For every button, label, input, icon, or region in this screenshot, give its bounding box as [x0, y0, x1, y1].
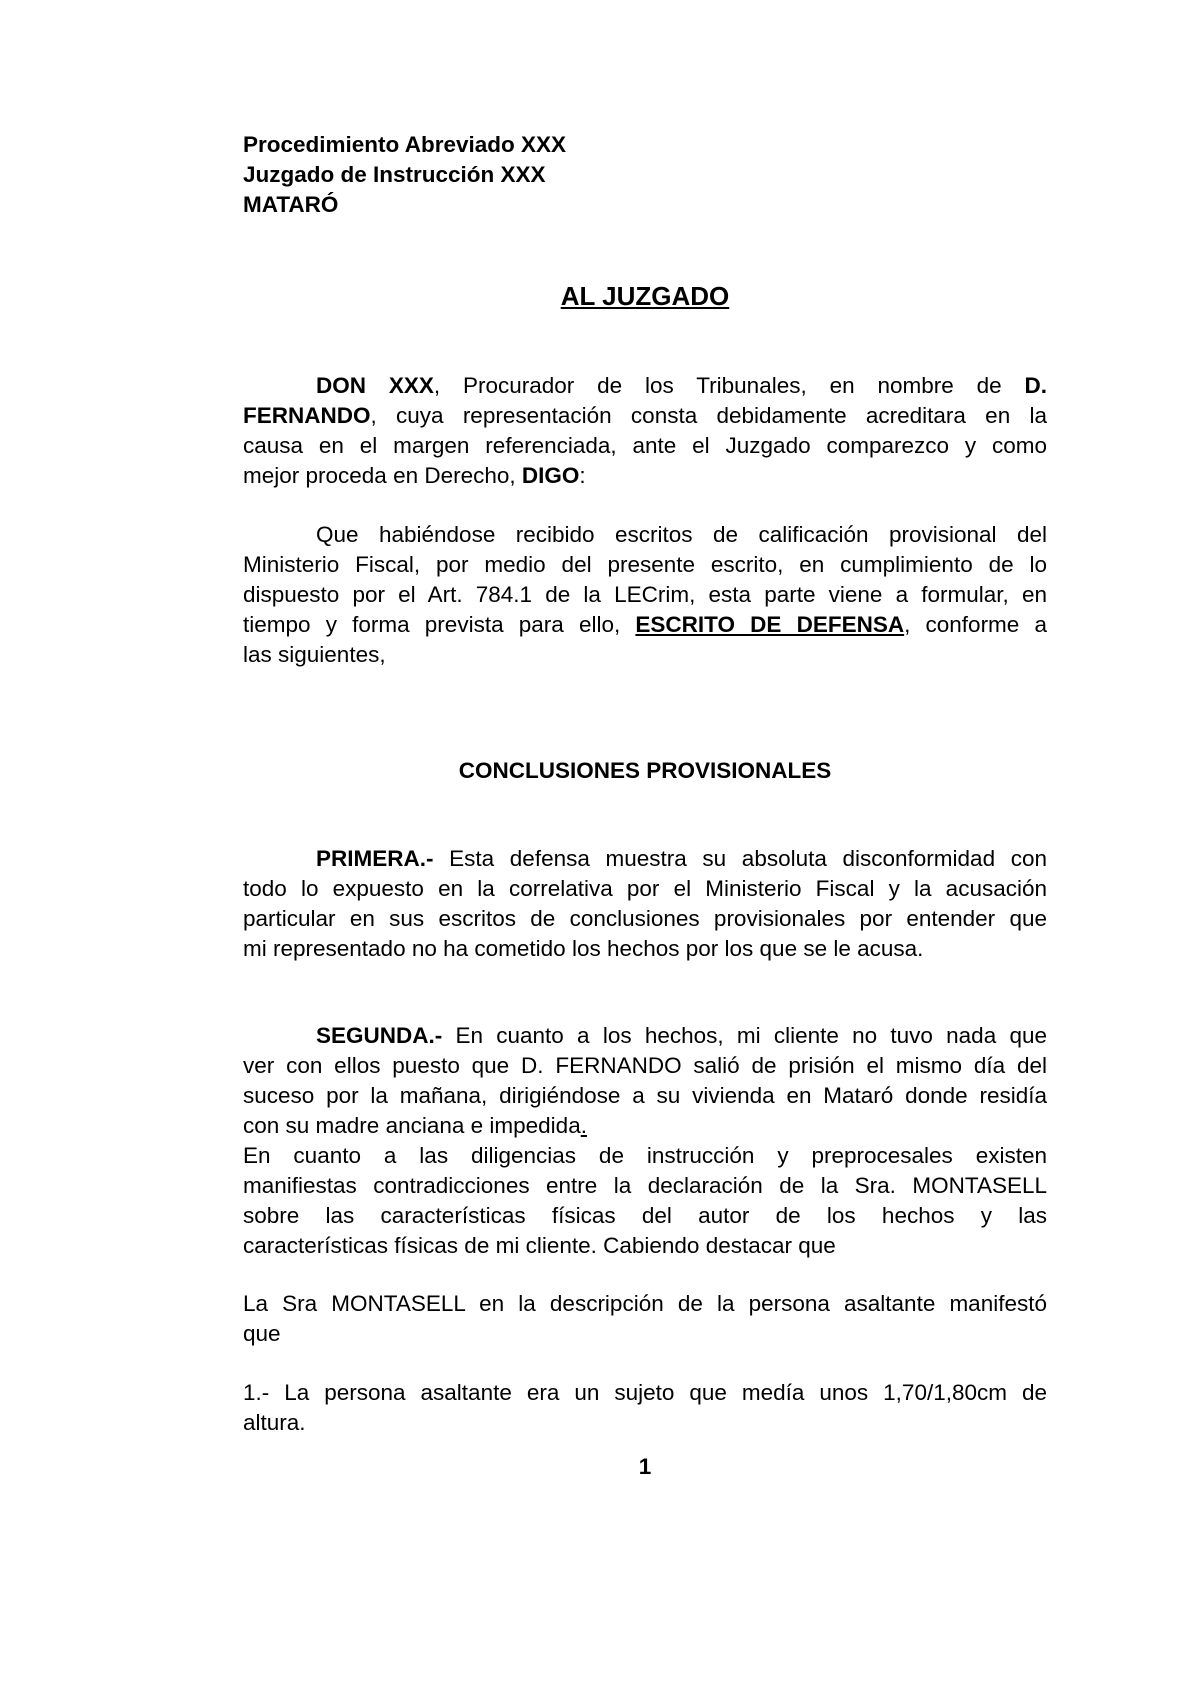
primera-line-4: mi representado no ha cometido los hechos por los que se le acusa.	[243, 936, 924, 961]
que-line-5: las siguientes,	[243, 642, 386, 667]
primera-text: Esta defensa muestra su absoluta disconformidad con	[433, 846, 1047, 871]
segunda-text: En cuanto a los hechos, mi cliente no tuvo nada que	[442, 1023, 1047, 1048]
item-1-line-1: 1.- La persona asaltante era un sujeto que medía unos 1,70/1,80cm de	[243, 1380, 1047, 1405]
client-name: FERNANDO	[243, 403, 371, 428]
procurador-name: DON XXX	[316, 373, 434, 398]
client-initial: D.	[1024, 373, 1047, 398]
segunda-line-5: En cuanto a las diligencias de instrucción y preprocesales existen	[243, 1143, 1047, 1168]
que-text: tiempo y forma prevista para ello,	[243, 612, 636, 637]
primera-line-2: todo lo expuesto en la correlativa por el Ministerio Fiscal y la acusación	[243, 876, 1047, 901]
segunda-line-3: suceso por la mañana, dirigiéndose a su vivienda en Mataró donde residía	[243, 1083, 1047, 1108]
montasell-line-2: que	[243, 1321, 281, 1346]
montasell-line-1: La Sra MONTASELL en la descripción de la persona asaltante manifestó	[243, 1291, 1047, 1316]
digo-keyword: DIGO	[521, 463, 580, 488]
primera-line-3: particular en sus escritos de conclusiones provisionales por entender que	[243, 906, 1047, 931]
segunda-line-1	[243, 1020, 1047, 1052]
intro-text: mejor proceda en Derecho,	[243, 463, 522, 488]
escrito-defensa: ESCRITO DE DEFENSA	[635, 612, 905, 637]
segunda-line-8: características físicas de mi cliente. Cabiendo destacar que	[243, 1233, 836, 1258]
intro-line-4	[243, 460, 586, 492]
que-line-4	[243, 609, 1047, 641]
primera-line-1	[243, 843, 1047, 875]
header-court: Juzgado de Instrucción XXX	[243, 162, 546, 187]
intro-text: :	[579, 463, 586, 488]
segunda-line-6: manifiestas contradicciones entre la declaración de la Sra. MONTASELL	[243, 1173, 1047, 1198]
intro-line-3: causa en el margen referenciada, ante el Juzgado comparezco y como	[243, 433, 1047, 458]
segunda-line-7: sobre las características físicas del autor de los hechos y las	[243, 1203, 1047, 1228]
que-line-1: Que habiéndose recibido escritos de calificación provisional del	[316, 522, 1047, 547]
que-line-3: dispuesto por el Art. 784.1 de la LECrim, esta parte viene a formular, en	[243, 582, 1047, 607]
primera-label: PRIMERA.-	[316, 846, 434, 871]
intro-line-1	[243, 370, 1047, 402]
segunda-line-4	[243, 1110, 587, 1142]
segunda-line-2: ver con ellos puesto que D. FERNANDO salió de prisión el mismo día del	[243, 1053, 1047, 1078]
section-title: CONCLUSIONES PROVISIONALES	[458, 758, 832, 783]
intro-text: , cuya representación consta debidamente acreditara en la	[370, 403, 1047, 428]
page-number: 1	[638, 1454, 652, 1479]
document-title: AL JUZGADO	[560, 281, 730, 311]
segunda-label: SEGUNDA.-	[316, 1023, 443, 1048]
underlined-period: .	[580, 1113, 587, 1138]
header-city: MATARÓ	[243, 192, 339, 217]
intro-text: , Procurador de los Tribunales, en nombre de	[433, 373, 1025, 398]
intro-line-2	[243, 400, 1047, 432]
que-line-2: Ministerio Fiscal, por medio del presente escrito, en cumplimiento de lo	[243, 552, 1047, 577]
segunda-text: con su madre anciana e impedida	[243, 1113, 581, 1138]
header-procedure: Procedimiento Abreviado XXX	[243, 132, 566, 157]
item-1-line-2: altura.	[243, 1410, 306, 1435]
document-page	[243, 0, 1047, 1698]
que-text: , conforme a	[904, 612, 1047, 637]
